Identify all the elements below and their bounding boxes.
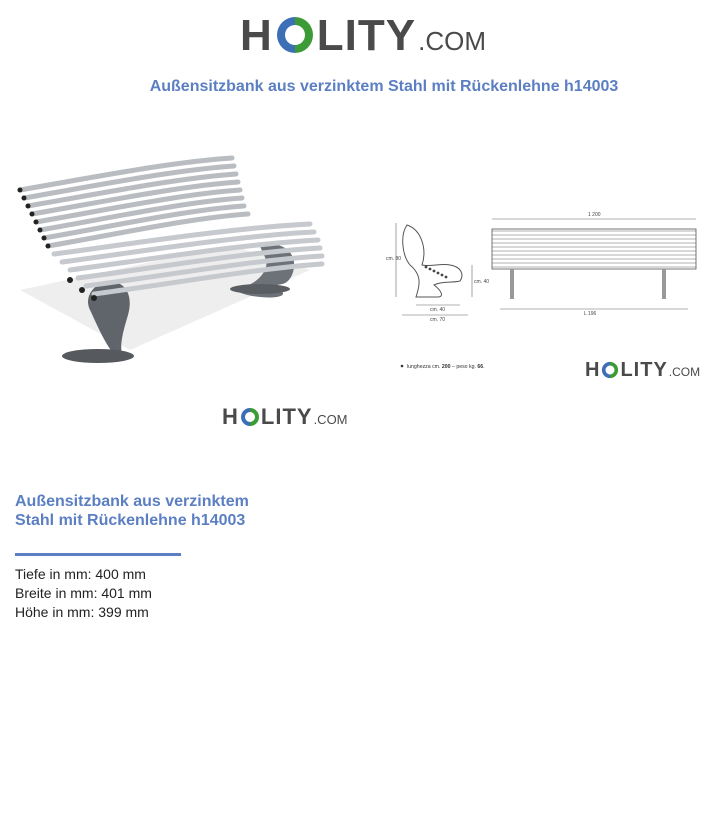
dim-height: cm. 80 bbox=[386, 256, 402, 262]
product-specs bbox=[15, 565, 152, 622]
product-title: Außensitzbank aus verzinktem Stahl mit Rückenlehne h14003 bbox=[15, 493, 249, 529]
spec-height: Höhe in mm: 399 mm bbox=[15, 604, 149, 620]
logo-letters-lity: LITY bbox=[620, 359, 668, 381]
logo-letter-h: H bbox=[240, 11, 273, 60]
logo-letter-h: H bbox=[585, 359, 601, 381]
dim-seat-depth: cm. 40 bbox=[430, 307, 446, 313]
spec-width: Breite in mm: 401 mm bbox=[15, 585, 152, 601]
spec-depth: Tiefe in mm: 400 mm bbox=[15, 566, 146, 582]
drawing-caption: lunghezza cm. 200 – peso kg. 66. bbox=[407, 364, 485, 370]
dim-depth: cm. 70 bbox=[430, 317, 446, 323]
logo-o-icon bbox=[275, 15, 315, 55]
dim-seat: cm. 40 bbox=[474, 279, 490, 285]
dim-base: L 196 bbox=[584, 311, 597, 317]
logo-o-icon bbox=[240, 407, 260, 427]
logo-letters-lity: LITY bbox=[260, 404, 313, 429]
logo-domain: .COM bbox=[418, 26, 486, 56]
title-divider bbox=[15, 553, 181, 556]
drawing-holity-logo bbox=[585, 358, 700, 382]
dim-total: 1 200 bbox=[588, 212, 601, 218]
photo-holity-logo bbox=[222, 404, 348, 430]
logo-letter-h: H bbox=[222, 404, 239, 429]
logo-domain: .COM bbox=[313, 412, 348, 427]
bench-photo[interactable] bbox=[10, 150, 325, 375]
page-title: Außensitzbank aus verzinktem Stahl mit Rückenlehne h14003 bbox=[149, 78, 619, 95]
logo-letters-lity: LITY bbox=[316, 11, 417, 60]
holity-logo[interactable] bbox=[240, 10, 486, 61]
technical-drawing[interactable] bbox=[372, 205, 707, 380]
logo-o-icon bbox=[601, 361, 619, 379]
logo-domain: .COM bbox=[668, 365, 701, 379]
